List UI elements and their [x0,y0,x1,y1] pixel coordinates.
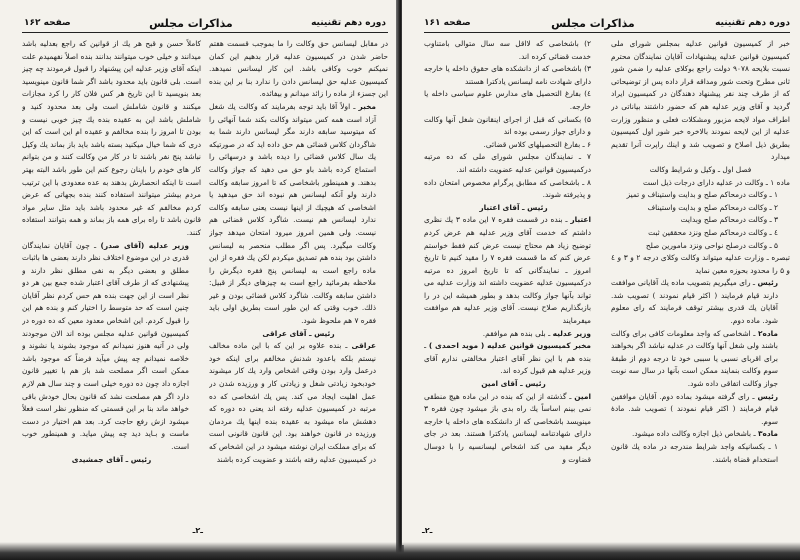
speech-paragraph [22,240,201,454]
speech-text: ـ بنده علاوه بر این که با این ماده مخالف نیستم بلکه باعدود شدنش مخالفم برای اینکه خود درعمل وارد بودن وقتی اشخاص وارد یك کار میشوند خودبخود زیادتی شغل و زیادتی کار و ورزیده شدن در عمل اهلیت ایجاد می کند. پس یك اشخاصی که ده مرتبه در کمیسیون عدلیه رفته اند یعنی ده دوره که دهشش ماه میشود به عقیده بنده اینها یك مردمان ورزیده در قانون خواهند بود. این قانون قانونی است که برای مملکت ایران نوشته میشود در این اشخاص که در کمیسیون عدلیه رفته باشند و عضویت کرده باشند [209,341,376,464]
chair-call: رئیس ـ آقای جمشیدی [71,454,152,464]
body-paragraph: در مقابل لیسانس حق وکالت را ما بموجب قسمت هفتم حاضر شدن در کمیسیون عدلیه قرار بدهیم این کمان نمیکنم خوب وکافی باشد. این کار لیسانس نمیدهد. کمیسیون عدلیه حق لیسانس دادن را ندارد بنا بر این بنده این جسزء از ماده را زائد میدانم و بیفائده. [209,39,388,99]
speech-paragraph [424,328,603,341]
speech-paragraph [611,428,790,441]
text-column-right [611,38,790,537]
speech-text: ـ بنده هم با این نظر آقای اعتبار مخالفتی ندارم آقای وزیر عدلیه هم قبول کرده اند. [424,341,591,376]
body-paragraph: کاملاً حسن و قبح هر یك از قوانین که راجع بعدلیه باشد میدانند و خیلی خوب میتوانند بدانند بنده اصلاً نفهمیدم علت اینکه آقای وزیر عدلیه این پیشنهاد را قبول فرمودند چه چیز است. بلی قانون باید محدود باشد اگر شما قانون مینویسید بعد بنویسید تا این تاریخ هر کس فلان کار را کرد مجازات میکنند و قانون شاملش است ولی بعد محدود کنید و شاملش باشد این به عقیده بنده یك چیز خوبی نیست و بودن تا امروز را بنده مخالفم و عقیده ام این است که این دری که شما خیال میکنید بسته باشد باید باز بماند یك وکیل نباشد پنج نفر باشند تا در کار من وکالت کنند و من بتوانم کار های خودم را باینان رجوع کنم این طور باشد البته بهتر است تا اینکه انحصارش بدهند به عده معدودی با این ترتیب مردم بیشتر میتوانند استفاده کنند بنده بجهاتی که عرض کردم مخالفم که غیر محدود باشد باید مثل سایر مواد قانون باشد تا راه برای همه باز بماند و همه بتوانند استفاده کنند. [22,39,201,237]
session-label: دوره دهم تقنینیه [715,18,790,28]
speech-paragraph [424,214,603,327]
list-item: ۷ ـ نمایندگان مجلس شورای ملی که ده مرتبه درکمیسیون قوانین عدلیه عضویت داشته اند. [424,152,591,174]
list-item: ٤ ـ وکالت درمحاکم صلح ونزد محققین ثبت [648,227,778,237]
speech-text: ـ چون آقایان نمایندگان قدری در این موضوع اختلاف نظر دارند بعضی ها باثبات مطلق و بعضی دیگر به نفی مطلق نظر دارند و پیشنهادی که از طرف آقای اعتبار شده جمع بین هر دو نظر است از این جهت بنده هم حس کردم نظر آقایان چنین است که حد متوسط را اختیار کنم و بنده هم این را قبول کردم. این اشخاص معدود معین که ده دوره در کمیسیون قوانین عدلیه مجلس بوده اند الان موجودند ولی در آتیه هنوز نمیدانم که موجود بشوند یا نشوند و خلاصه نمیدانم چه پیش میآید فرضاً که موجود باشد ممکن است اگر مصلحت شد باز هم با تغییر قانون اجازه داد چون ده دوره خیلی است و چند سال هم لازم دارد اگر هم مصلحت نشد که قانون بحال خودش باقی خواهد ماند بنا بر این قسمتی که منظور نظر است فعلاً میشود ازش رفع حاجت کرد. بعد هم اختیار در دست ماست و بـاید دید چه پیش میاید. و همینطور خوب است. [22,240,189,451]
body-paragraph: تبصره ـ وزارت عدلیه میتواند وکالت وکلای درجه ۲ و ۳ و ٤ و ۵ را محدود بحوزه معین نماید [611,253,790,275]
page-number-label: صفحه ۱۶۱ [424,18,471,28]
list-item: ۳) باشخاصی که از دانشکده های حقوق داخله یا خارجه دارای شهادت نامه لیسانس یادکترا هستند [424,64,591,86]
left-page-columns [22,38,388,537]
speech-paragraph [424,340,603,378]
folio-mark: ـ۲ـ [422,526,433,535]
body-paragraph: خبر از کمیسیون قوانین عدلیه بمجلس شورای ملی کمیسیون قوانین عدلیه پیشنهادات آقایان نمایندگان محترم نسبت بلایحه ۹۰۷۸ دولت راجع بوکلای عدلیه را ضمن شور ثانی مطرح وتحت شور ومداقه قرار داده پس از توضیحاتی که از طرف چند نفر پیشنهاد دهندگان در کمیسیون ایراد گردید و آقای وزیر عدلیه هم که حضور داشتند بیاناتی در اطراف مواد لایحه مزبور ومشکلات فعلی و منظور وزارت عدلیه از این لایحه نمودند بالاخره خبر شور اول کمیسیون بطریق ذیل اصلاح و تصویب شد و اینك راپرت آنرا تقدیم میدارد [611,39,790,162]
right-page [402,0,800,545]
list-item: ۵ ـ وکالت درصلح نواحی ونزد مامورین صلح [645,240,778,250]
speaker-name: مخبر کمیسیون قوانین عدلیه ( موید احمدی ) [428,341,592,351]
running-title: مذاکرات مجلس [149,16,233,30]
speech-text: ـ اشخاصی که واجد معلومات کافی برای وکالت باشند ولی شغل آنها وکالت در عدلیه نباشد اگر بخواهند برای اقربای نسبی یا سببی خود تا درجه دوم از طبقهٔ سوم وکالت بنمایند ممکن است بآنها در سال سه نوبت جواز وکالت اتفاقی داده شود. [611,328,778,389]
speech-text: ـ رای میگیریم بتصویب ماده یك آقایانی موافقت دارند قیام فرمایند ( اکثر قیام نمودند ) تصویب شد. آقایان یك قدری بیشتر توقف فرمایند که رای معلوم شود. ماده دوم. [611,278,778,326]
right-page-columns [424,38,790,537]
header-rule [22,32,388,33]
speaker-name: رئیس [757,278,778,288]
chair-call: رئیس ـ آقای اعتبار [479,202,548,212]
speech-paragraph [611,277,790,327]
left-page [0,0,398,545]
page-number-label: صفحه ۱۶۲ [24,18,71,28]
list-item: ۳ ـ وکالت درمحاکم صلح وبدایت [680,215,778,225]
running-title: مذاکرات مجلس [551,16,635,30]
body-paragraph: ماده ۱ ـ وکالت در عدلیه دارای درجات ذیل است [643,177,790,187]
text-column-left [22,38,201,537]
scan-bottom-shadow [0,542,800,560]
speaker-name: اعتبار [570,215,591,225]
list-item: ۵) بکسانی که قبل از اجرای اینقانون شغل آنها وکالت و دارای جواز رسمی بوده اند [424,114,591,137]
list-item: ٤) بفارغ التحصیل های مدارس علوم سیاسی داخله یا خارجه. [424,89,591,111]
header-rule [424,32,790,33]
section-heading: فصل اول ـ وکیل و شرایط وکالت [649,164,752,174]
speech-paragraph [611,328,790,391]
speaker-name: امین [574,391,591,401]
speech-paragraph [611,391,790,429]
speech-text: ـ اولاً آقا باید توجه بفرمایند که وکالت یك شغل آزاد است همه کس میتواند وکالت بکند شما آنهائی را که میتوسید سابقه دارند مگر لیسانس دارند شما به شاگردان کلاس قضائی هم حق داده اید که در صورتیکه یك سال کلاس قضائی را دیده باشد و درسهائی را استماع کرده باشد باو حق می دهید که جواز وکالت بدهند. و همینطور باشخاصی که تا امروز سابقه وکالت دارند ولو آنکه لیسانس هم نبوده اند حق میدهید یا اشخاصی که هیچیك از اینها نیست یعنی سابقه وکالت ندارد لیسانس هم نیست. شاگرد کلاس قضائی هم نیست. ولی همین امروز میرود امتحان میدهد جواز وکالت میگیرد. پس اگر مطلب منحصر به لیسانس داشتن بود بنده هم تصدیق میکردم لکن یك فقره از این ماده راجع است به لیسانس پنج فقره دیگرش را ملاحظه بفرمائید راجع است به چیزهای دیگر از قبیل: داشتن سابقه وکالت. شاگرد کلاس قضائی بودن و غیر ذلك. خوب وقتی که این طور است بطریق اولی باید فقره ۷ هم ملحوظ شود. [209,101,376,326]
list-item: ۱ ـ وکالت درمحاکم صلح و بدایت واستیناف و تمیز [626,190,778,200]
speaker-name: رئیس [757,391,778,401]
speaker-name: ماده۳ [757,429,778,439]
folio-mark: ـ۲ـ [192,526,203,535]
speech-paragraph [424,391,603,467]
speech-paragraph [209,340,388,466]
text-column-left [424,38,603,537]
speech-text: ـ باشخاص ذیل اجازه وکالت داده میشود. [632,429,758,439]
left-page-header [24,14,386,32]
speech-paragraph [209,101,388,328]
speech-text: ـ رای گرفته میشود بماده دوم. آقایان موافقین قیام فرمایند ( اکثر قیام نمودند ) تصویب شد. مادهٔ سوم. [611,391,778,426]
speaker-name: عراقی [351,341,376,351]
chair-call: رئیس ـ آقای عراقی [262,328,335,338]
list-item: ۸ ـ باشخاصی که مطابق پرگرام مخصوص امتحان داده و پذیرفته شوند. [424,177,591,200]
speaker-name: ماده۲ [757,328,778,338]
speaker-name: وزیر عدلیه (آقای صدر) [100,240,189,250]
speaker-name: وزیر عدلیه [552,328,591,338]
speech-text: ـ بنده در قسمت فقره ۷ این ماده ۳ یك نظری داشتم که خدمت آقای وزیر عدلیه هم عرض کردم توضیح زیاد هم محتاج نیست عرض کنم فقط خواستم عرض کنم که ما قسمت فقره ۷ را مقید کنیم تا تاریخ امروز ـ نمایندگانی که تا تاریخ امروز ده مرتبه درکمیسیون عدلیه عضویت داشته اند وزارت عدلیه می تواند بآنها جواز وکالت بدهد و بطور همیشه این در را بازبگذاریم صلاح نیست. آقای وزیر عدلیه هم موافقت میفرمایند [424,215,591,326]
right-page-header [424,14,790,32]
list-item: ۲) باشخاصی که لااقل سه سال متوالی بامتناوب خدمت قضائی کرده اند. [424,39,591,61]
list-item: ۶ ـ بفارغ التحصیلهای کلاس قضائی. [483,139,591,149]
list-item: ۱ ـ بکسانیکه واجد شرایط مندرجه در ماده یك قانون استخدام قضاة باشند. [611,442,778,464]
speaker-name: مخبر [358,101,376,111]
text-column-right [209,38,388,537]
speech-text: ـ بلی بنده هم موافقم. [482,328,553,338]
session-label: دوره دهم تقنینیه [311,18,386,28]
list-item: ۲ ـ وکالت درمحاکم صلح و بدایت واستیناف [647,202,778,212]
chair-call: رئیس ـ آقای امین [481,379,546,389]
speech-text: ـ گذشته از این که بنده در این ماده هیچ منطقی نمی بینم اساساً یك راه بدی باز میشود چون فقره ۳ مینویسد باشخاصی که از دانشکده های داخله یا خارجه دارای شهادتنامه لیسانس یادکترا هستند. بعد در جای دیگر مقید می کند اشخاص لیسانسیه را با دوسال قضاوت و [424,391,591,464]
